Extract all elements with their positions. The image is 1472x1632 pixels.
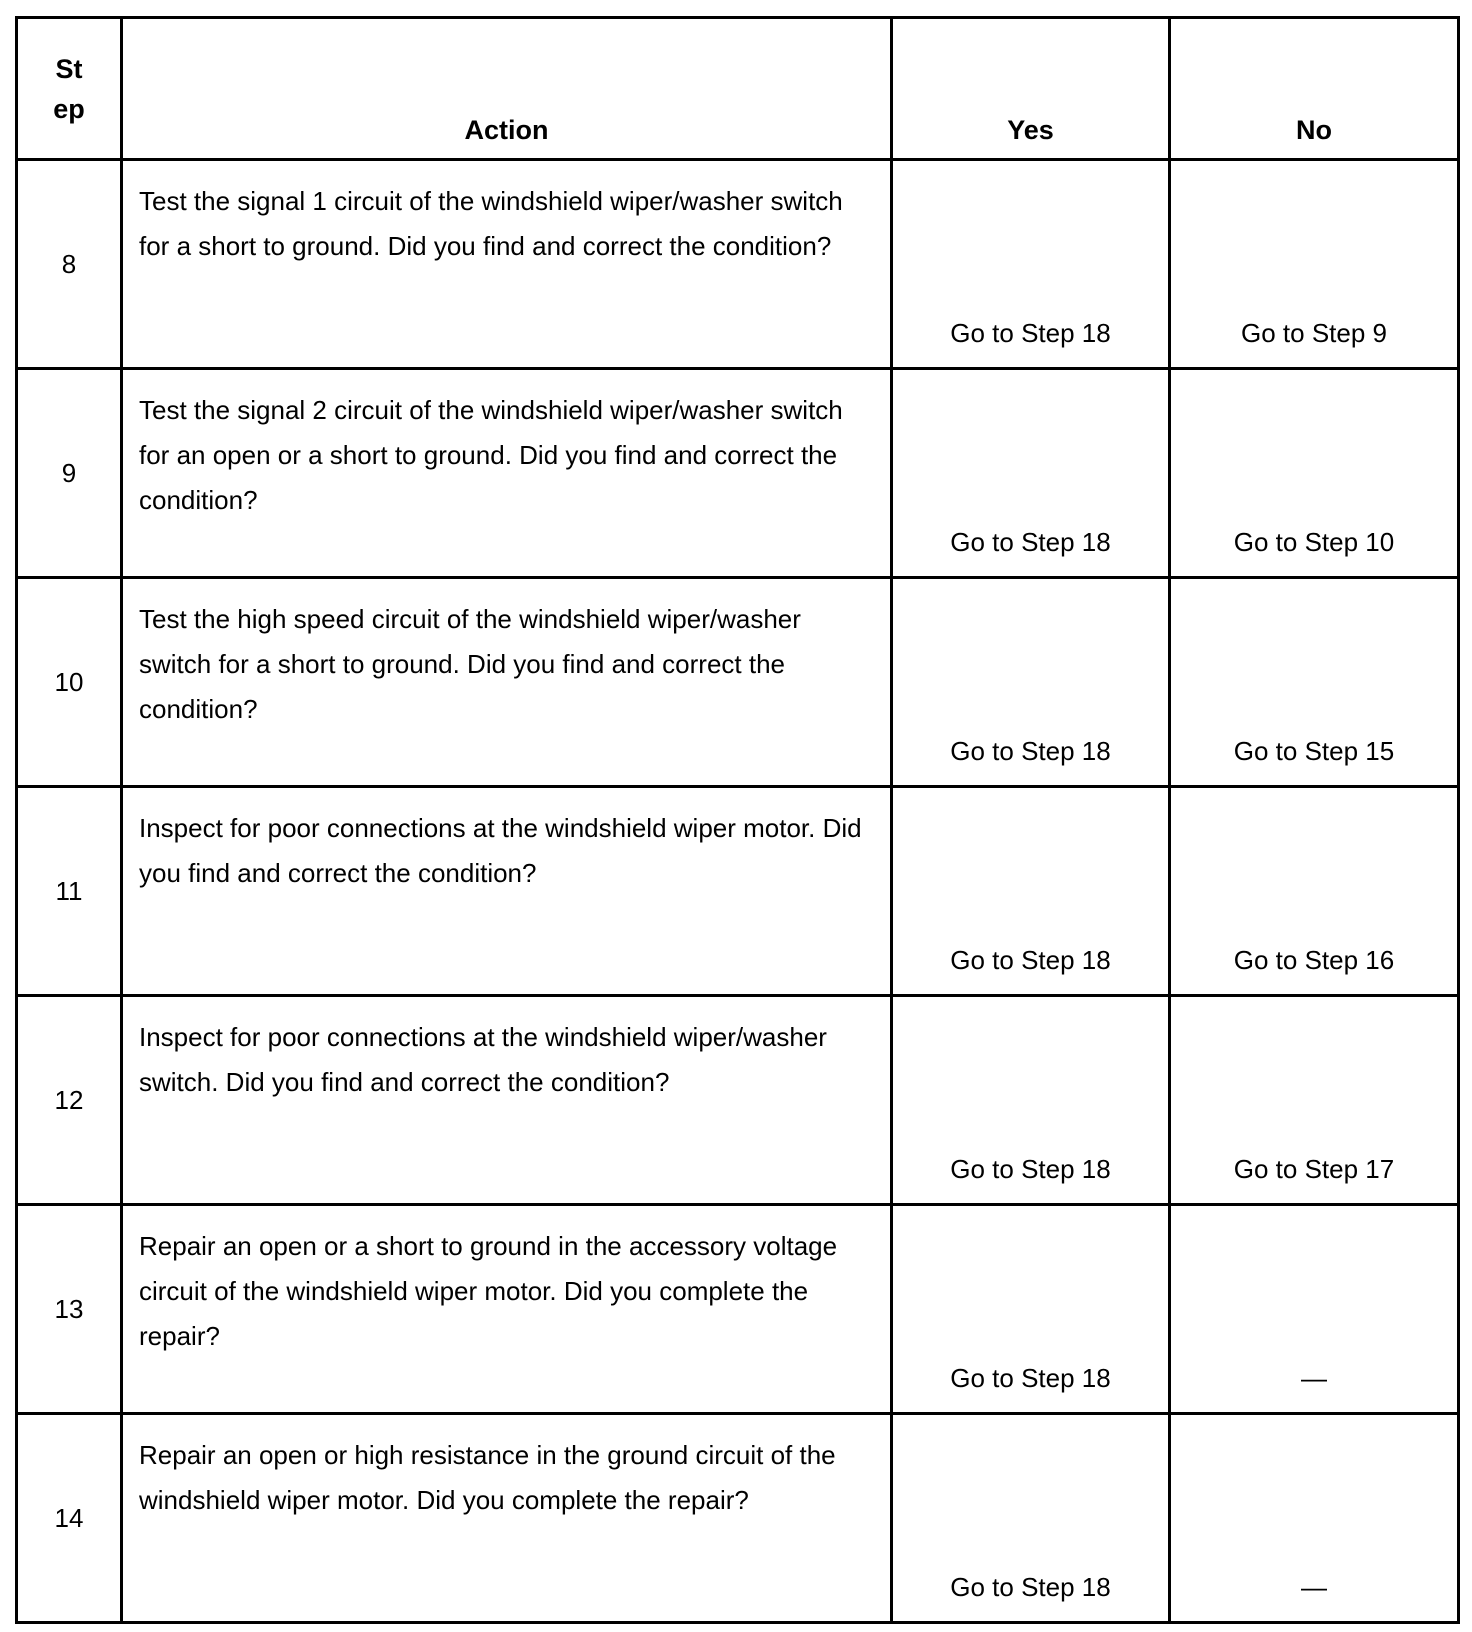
header-no: No bbox=[1170, 18, 1459, 160]
header-step-line-1: St bbox=[55, 53, 83, 84]
table-row bbox=[17, 996, 1459, 1205]
yes-result: Go to Step 18 bbox=[892, 578, 1170, 787]
table-row bbox=[17, 787, 1459, 996]
table-row bbox=[17, 369, 1459, 578]
step-number: 13 bbox=[17, 1205, 122, 1414]
table-row bbox=[17, 1414, 1459, 1623]
yes-result: Go to Step 18 bbox=[892, 160, 1170, 369]
action-text: Inspect for poor connections at the windshield wiper/washer switch. Did you find and correct the condition? bbox=[122, 996, 892, 1205]
header-step-line-2: ep bbox=[53, 93, 85, 124]
step-number: 14 bbox=[17, 1414, 122, 1623]
step-number: 8 bbox=[17, 160, 122, 369]
header-yes: Yes bbox=[892, 18, 1170, 160]
step-number: 12 bbox=[17, 996, 122, 1205]
step-number: 11 bbox=[17, 787, 122, 996]
yes-result: Go to Step 18 bbox=[892, 369, 1170, 578]
action-text: Test the signal 2 circuit of the windshield wiper/washer switch for an open or a short to ground. Did you find and correct the condition? bbox=[122, 369, 892, 578]
action-text: Inspect for poor connections at the windshield wiper motor. Did you find and correct the condition? bbox=[122, 787, 892, 996]
no-result: Go to Step 10 bbox=[1170, 369, 1459, 578]
action-text: Repair an open or a short to ground in the accessory voltage circuit of the windshield wiper motor. Did you complete the repair? bbox=[122, 1205, 892, 1414]
header-step bbox=[17, 18, 122, 160]
action-text: Repair an open or high resistance in the ground circuit of the windshield wiper motor. Did you complete the repair? bbox=[122, 1414, 892, 1623]
no-result: — bbox=[1170, 1414, 1459, 1623]
table-row bbox=[17, 578, 1459, 787]
step-number: 10 bbox=[17, 578, 122, 787]
no-result: — bbox=[1170, 1205, 1459, 1414]
no-result: Go to Step 17 bbox=[1170, 996, 1459, 1205]
step-number: 9 bbox=[17, 369, 122, 578]
action-text: Test the signal 1 circuit of the windshield wiper/washer switch for a short to ground. Did you find and correct the condition? bbox=[122, 160, 892, 369]
header-action: Action bbox=[122, 18, 892, 160]
no-result: Go to Step 16 bbox=[1170, 787, 1459, 996]
table-row bbox=[17, 160, 1459, 369]
diagnostic-table bbox=[15, 16, 1460, 1624]
yes-result: Go to Step 18 bbox=[892, 996, 1170, 1205]
action-text: Test the high speed circuit of the windshield wiper/washer switch for a short to ground. Did you find and correct the condition? bbox=[122, 578, 892, 787]
yes-result: Go to Step 18 bbox=[892, 1414, 1170, 1623]
no-result: Go to Step 9 bbox=[1170, 160, 1459, 369]
no-result: Go to Step 15 bbox=[1170, 578, 1459, 787]
header-row bbox=[17, 18, 1459, 160]
table-row bbox=[17, 1205, 1459, 1414]
yes-result: Go to Step 18 bbox=[892, 1205, 1170, 1414]
yes-result: Go to Step 18 bbox=[892, 787, 1170, 996]
